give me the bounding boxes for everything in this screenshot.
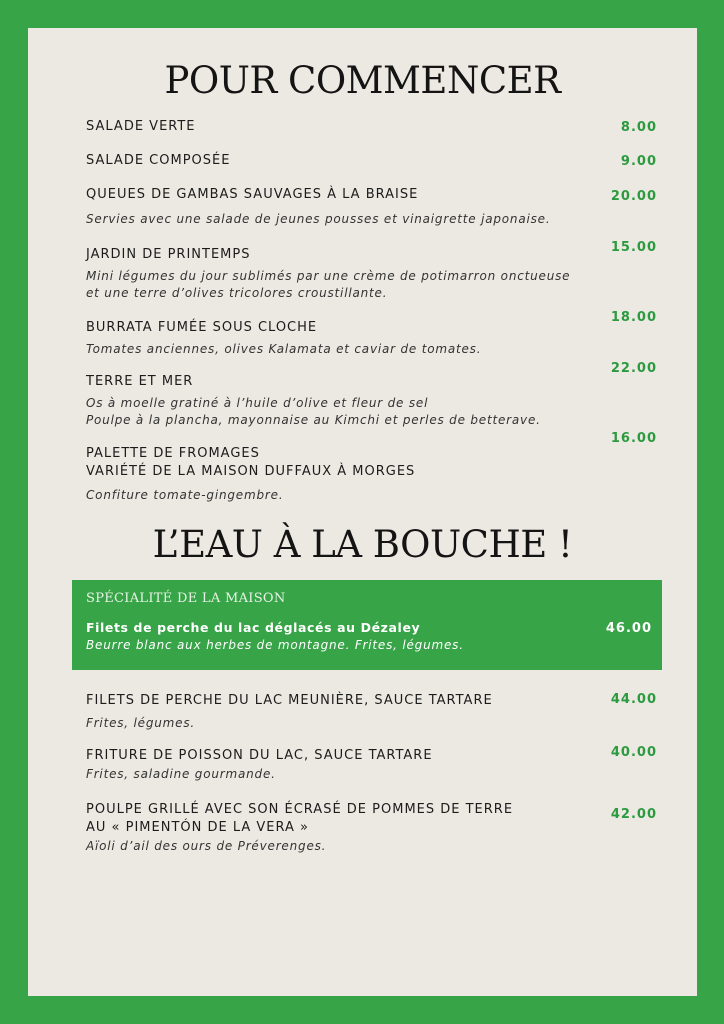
menu-item (86, 801, 676, 855)
item-name: JARDIN DE PRINTEMPS (86, 247, 251, 262)
item-price: 8.00 (620, 120, 657, 135)
item-price: 40.00 (610, 745, 657, 760)
item-price: 42.00 (610, 807, 657, 822)
menu-item (86, 445, 676, 504)
specialty-description: Beurre blanc aux herbes de montagne. Frites, légumes. (86, 638, 464, 652)
menu-item (86, 692, 676, 732)
item-name: FRITURE DE POISSON DU LAC, SAUCE TARTARE (86, 748, 433, 763)
item-description: Servies avec une salade de jeunes pousses et vinaigrette japonaise. (86, 212, 551, 226)
item-price: 20.00 (610, 189, 657, 204)
item-name: FILETS DE PERCHE DU LAC MEUNIÈRE, SAUCE TARTARE (86, 693, 493, 708)
specialty-label: SPÉCIALITÉ DE LA MAISON (86, 591, 286, 606)
item-name: BURRATA FUMÉE SOUS CLOCHE (86, 320, 318, 335)
item-price: 22.00 (610, 361, 657, 376)
item-description: Mini légumes du jour sublimés par une crème de potimarron onctueuse et une terre d’olives tricolores croustillante. (86, 269, 571, 300)
item-description: Frites, saladine gourmande. (86, 767, 276, 781)
item-price: 44.00 (610, 692, 657, 707)
item-description: Aïoli d’ail des ours de Préverenges. (86, 839, 327, 853)
specialty-name: Filets de perche du lac déglacés au Dézaley (86, 620, 421, 635)
item-name: PALETTE DE FROMAGES VARIÉTÉ DE LA MAISON DUFFAUX À MORGES (86, 446, 416, 479)
section-title-main: L’EAU À LA BOUCHE ! (152, 523, 573, 566)
item-description: Tomates anciennes, olives Kalamata et caviar de tomates. (86, 342, 482, 356)
menu-item (86, 186, 676, 228)
menu-item (86, 118, 676, 136)
item-price: 9.00 (620, 154, 657, 169)
menu-item (86, 319, 676, 358)
menu-item (86, 246, 676, 302)
item-description: Confiture tomate-gingembre. (86, 488, 284, 502)
menu-item (86, 152, 676, 170)
item-price: 16.00 (610, 431, 657, 446)
menu-item (86, 373, 676, 429)
item-name: SALADE VERTE (86, 119, 196, 134)
section-title-starters: POUR COMMENCER (164, 59, 561, 102)
item-name: SALADE COMPOSÉE (86, 153, 231, 168)
specialty-price: 46.00 (605, 621, 652, 636)
item-name: QUEUES DE GAMBAS SAUVAGES À LA BRAISE (86, 187, 419, 202)
item-price: 15.00 (610, 240, 657, 255)
item-description: Os à moelle gratiné à l’huile d’olive et fleur de sel Poulpe à la plancha, mayonnaise au Kimchi et perles de betterave. (86, 396, 541, 427)
house-specialty-box (72, 580, 662, 670)
menu-item (86, 747, 676, 783)
item-name: TERRE ET MER (86, 374, 194, 389)
item-name: POULPE GRILLÉ AVEC SON ÉCRASÉ DE POMMES DE TERRE AU « PIMENTÓN DE LA VERA » (86, 802, 514, 835)
item-price: 18.00 (610, 310, 657, 325)
menu-page (28, 28, 697, 996)
item-description: Frites, légumes. (86, 716, 196, 730)
